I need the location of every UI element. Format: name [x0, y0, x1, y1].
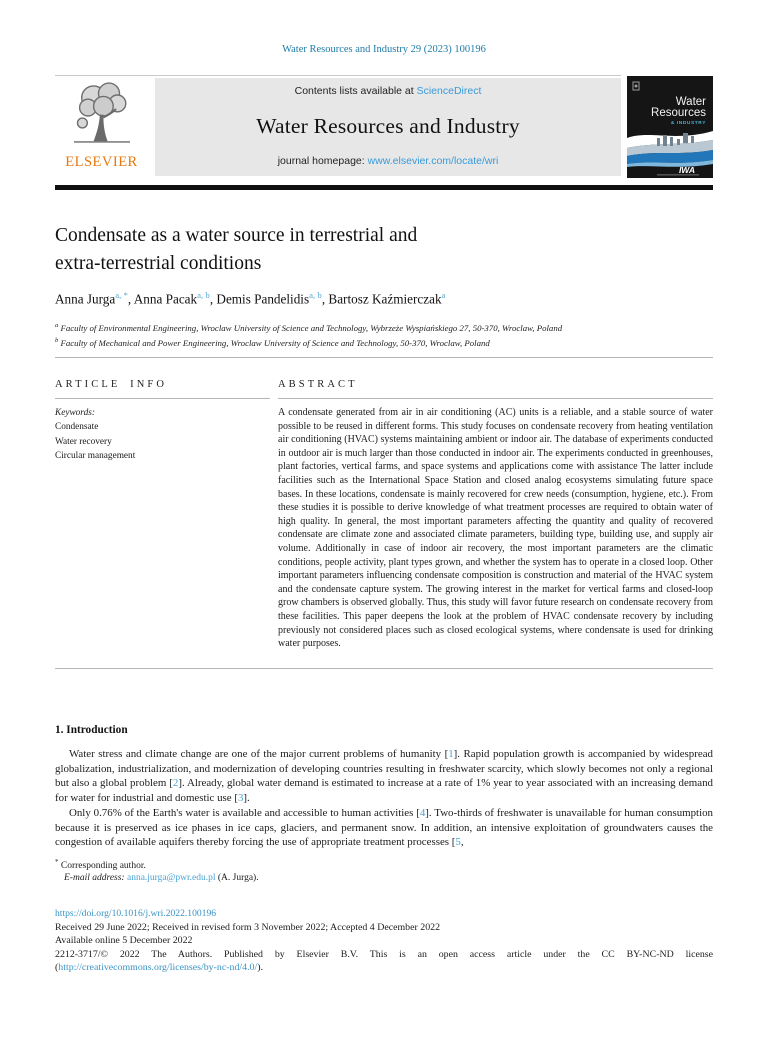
- email-line: [55, 873, 259, 883]
- author-superscript: a, b: [197, 290, 210, 300]
- email-link[interactable]: anna.jurga@pwr.edu.pl: [124, 873, 216, 883]
- affiliations: [55, 321, 735, 350]
- citation-link[interactable]: 3: [237, 792, 244, 805]
- author-name: Anna Pacak: [133, 291, 198, 307]
- paragraph-text: Water stress and climate change are one of the major current problems of humanity [: [69, 748, 449, 760]
- license-line: [55, 962, 713, 973]
- author-name: Bartosz Kaźmierczak: [328, 291, 442, 307]
- author-name: Anna Jurga: [55, 291, 116, 307]
- keywords-label: Keywords:: [55, 408, 95, 418]
- affiliation-marker: a: [55, 322, 59, 329]
- author-superscript: a, b: [309, 290, 322, 300]
- article-title-line2: extra-terrestrial conditions: [55, 253, 262, 275]
- intro-paragraph-2: [55, 806, 713, 850]
- journal-banner: [155, 78, 621, 176]
- keyword-item: Water recovery: [55, 436, 112, 447]
- email-label: E-mail address:: [64, 873, 125, 883]
- homepage-link[interactable]: www.elsevier.com/locate/wri: [367, 155, 499, 167]
- article-footer: [55, 908, 713, 973]
- banner-bottom-bar: [55, 185, 713, 190]
- banner-top-rule: [55, 75, 621, 76]
- author-separator: ,: [321, 291, 329, 307]
- affiliation-text: Faculty of Environmental Engineering, Wroclaw University of Science and Technology, Wybrzeże Wyspiańskiego 27, 50-370, Wroclaw, Poland: [58, 322, 563, 333]
- abstract-heading: ABSTRACT: [278, 379, 358, 390]
- cover-iwa-logo: IWA: [678, 165, 695, 175]
- affiliation-line: [55, 321, 735, 336]
- license-link[interactable]: http://creativecommons.org/licenses/by-nc-nd/4.0/: [58, 962, 258, 973]
- author-separator: ,: [209, 291, 217, 307]
- citation-link[interactable]: 1: [448, 748, 454, 760]
- affiliation-marker: b: [55, 336, 59, 344]
- keyword-item: Condensate: [55, 422, 99, 433]
- copyright-line: 2212-3717/© 2022 The Authors. Published by Elsevier B.V. This is an open access article under the CC BY-NC-ND license: [55, 948, 713, 960]
- received-dates: Received 29 June 2022; Received in revised form 3 November 2022; Accepted 4 December 2022: [55, 921, 441, 933]
- doi-link[interactable]: https://doi.org/10.1016/j.wri.2022.100196: [55, 908, 217, 919]
- footnote-marker: *: [55, 858, 59, 866]
- license-paren: ).: [257, 962, 263, 973]
- article-info-rule: [55, 398, 270, 399]
- citation-link[interactable]: 2: [172, 777, 179, 790]
- cover-title-word2: Resources: [651, 107, 706, 119]
- corresponding-author-text: Corresponding author.: [58, 861, 146, 871]
- journal-citation: Water Resources and Industry 29 (2023) 100196: [282, 44, 486, 55]
- corresponding-author-footnote: [55, 858, 259, 883]
- abstract-rule: [278, 398, 713, 399]
- keyword-item: Circular management: [55, 451, 136, 462]
- author-separator: ,: [127, 291, 134, 307]
- authors-line: [55, 290, 735, 307]
- contents-line: [295, 85, 482, 97]
- info-block-bottom-rule: [55, 668, 713, 669]
- license-paren: (: [55, 962, 59, 973]
- author-name: Demis Pandelidis: [216, 291, 310, 307]
- abstract-column: [278, 379, 713, 651]
- author-superscript: a: [441, 290, 446, 300]
- corresponding-author-line: [55, 858, 259, 871]
- sciencedirect-link[interactable]: ScienceDirect: [416, 85, 482, 97]
- article-info-heading: ARTICLE INFO: [55, 379, 168, 390]
- paragraph-text: ].: [243, 792, 250, 805]
- paragraph-text: Only 0.76% of the Earth's water is available and accessible to human activities [: [69, 806, 420, 819]
- elsevier-wordmark: ELSEVIER: [65, 154, 138, 170]
- journal-title: Water Resources and Industry: [256, 113, 520, 138]
- article-title: [55, 222, 675, 279]
- paragraph-text: ]. Rapid population growth is accompanied by widespread globalization, industrialization, and modernization of developing countries resulting in freshwater scarcity, which slowly becomes not only a regional but also a global problem [: [55, 748, 713, 790]
- affiliation-text: Faculty of Mechanical and Power Engineering, Wroclaw University of Science and Technology, 50-370, Wroclaw, Poland: [58, 337, 490, 348]
- elsevier-logo: [55, 79, 148, 176]
- section-heading-introduction: 1. Introduction: [55, 724, 128, 736]
- introduction-body: [55, 747, 713, 850]
- homepage-prefix: journal homepage:: [277, 155, 368, 167]
- intro-paragraph-1: [55, 747, 713, 806]
- paragraph-text: ]. Two-thirds of freshwater is unavailable for human consumption because it is preserved as ice phases in ice caps, glaciers, and permanent snow. In addition, an intensive exploitation of groundwaters causes the congestion of available aquifers thereby forcing the use of appropriate treatment processes [: [55, 806, 713, 849]
- info-block-top-rule: [55, 357, 713, 358]
- email-suffix: (A. Jurga).: [215, 873, 259, 883]
- paragraph-text: ,: [460, 836, 464, 849]
- elsevier-tree-icon: [67, 79, 137, 153]
- keywords-block: [55, 406, 270, 464]
- article-title-line1: Condensate as a water source in terrestrial and: [55, 225, 418, 246]
- cover-title-word3: & INDUSTRY: [670, 121, 706, 126]
- abstract-text: A condensate generated from air in air conditioning (AC) units is a reliable, and a stable source of water possible to be reused in different forms. This study focuses on condensate recovery from heating ventilation air conditioning (HVAC) systems maintaining ambient or indoor air. The database of experiments conducted in outdoor air is much larger than those conducted in indoor air. The experiments conducted in greenhouses, plant factories, vertical farms, and space systems and applications come with assistance The latter include facilities such as the International Space Station and closed analog ecosystems simulating future space bases. In these locations, condensate is mainly recovered for crew needs (consumption, hygiene, etc.). From these studies it is possible to derive knowledge of what treatment processes are required to obtain water of high quality. In general, the most important parameters affecting the quantity and quality of recovered condensate are climate zone and associated climate parameters, building type, building use, and supply air volume. Additionally in case of indoor air recovery, the most important parameters are the climatic conditions, people activity, plant types grown, and whether the system has to operate in a closed loop. Other important parameters influencing condensate composition is construction and material of the HVAC system and the condensate capture system. The growing interest in the market for vertical farms and closed-loop grow chambers is observed globally. Thus, this study will favor future research on condensate recovery from these facilities. This paper deepens the look at the problem of HVAC condensate recovery by including previously not considered places such as closed ecological systems, where condensate is used for drinking water purposes.: [278, 407, 713, 650]
- author-superscript: a, *: [115, 290, 128, 300]
- citation-link[interactable]: 4: [419, 806, 426, 819]
- available-online: Available online 5 December 2022: [55, 935, 193, 946]
- article-info-column: [55, 379, 270, 464]
- journal-cover-thumbnail: [627, 76, 713, 178]
- contents-prefix: Contents lists available at: [294, 85, 417, 97]
- affiliation-line: [55, 336, 735, 351]
- homepage-line: [278, 155, 499, 167]
- paragraph-text: ]. Already, global water demand is estimated to increase at a rate of 1% year to year associated with an increasing demand for water for industrial and domestic use [: [55, 777, 713, 805]
- citation-link[interactable]: 5: [455, 836, 461, 849]
- cover-title-word1: Water: [675, 96, 706, 108]
